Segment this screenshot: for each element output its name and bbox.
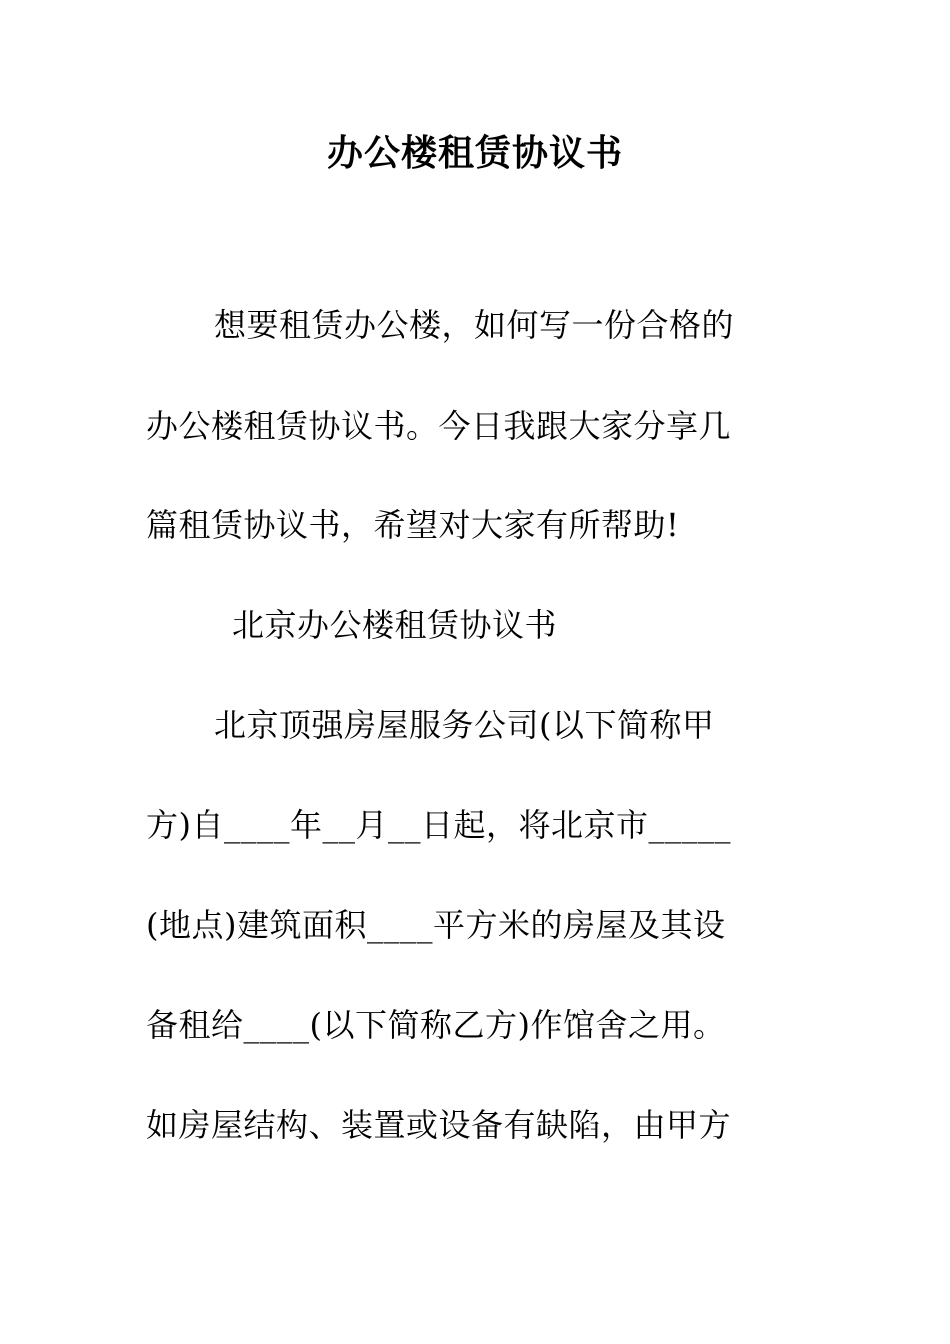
paragraph-line-5: 方)自____年__月__日起，将北京市_____ [146, 806, 731, 844]
paragraph-line-7: 备租给____(以下简称乙方)作馆舍之用。 [146, 1006, 726, 1044]
paragraph-line-2: 办公楼租赁协议书。今日我跟大家分享几 [146, 407, 732, 445]
paragraph-line-3: 篇租赁协议书，希望对大家有所帮助! [146, 506, 680, 544]
document-title: 办公楼租赁协议书 [326, 132, 623, 174]
paragraph-line-6: (地点)建筑面积____平方米的房屋及其设 [146, 906, 726, 944]
paragraph-line-8: 如房屋结构、装置或设备有缺陷，由甲方 [146, 1106, 732, 1144]
section-heading: 北京办公楼租赁协议书 [232, 606, 558, 644]
paragraph-line-4: 北京顶强房屋服务公司(以下简称甲 [214, 706, 715, 744]
paragraph-line-1: 想要租赁办公楼，如何写一份合格的 [214, 306, 735, 344]
